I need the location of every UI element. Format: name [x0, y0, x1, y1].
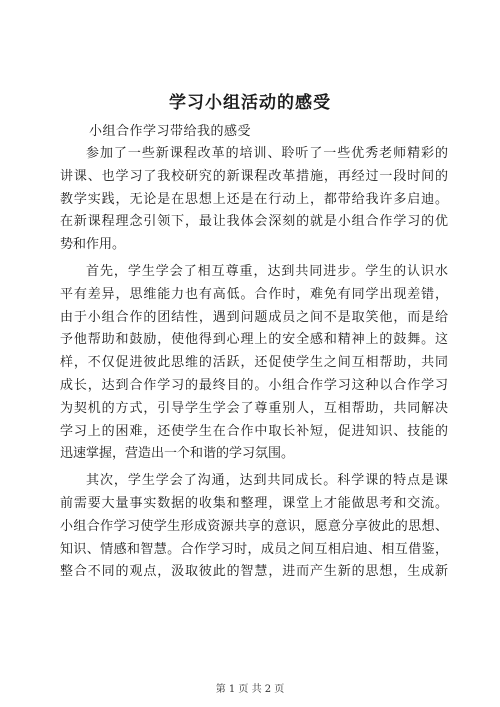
- text-line: 样，不仅促进彼此思维的活跃，还促使学生之间互相帮助，共同: [60, 355, 448, 371]
- text-line: 由于小组合作的团结性，遇到问题成员之间不是取笑他，而是给: [60, 309, 448, 325]
- paragraph-3: [60, 470, 448, 584]
- text-line: 其次，学生学会了沟通，达到共同成长。科学课的特点是课: [86, 473, 448, 489]
- text-line: 知识、情感和智慧。合作学习时，成员之间互相启迪、相互借鉴，: [60, 541, 448, 557]
- text-line: 予他帮助和鼓励，使他得到心理上的安全感和精神上的鼓舞。这: [60, 332, 448, 348]
- text-line: 迅速掌握，营造出一个和谐的学习氛围。: [60, 446, 295, 462]
- paragraph-2: [60, 261, 448, 466]
- page-number: 第 1 页 共 2 页: [215, 684, 285, 695]
- text-line: 整合不同的观点，汲取彼此的智慧，进而产生新的思想，生成新: [60, 564, 448, 580]
- text-line: 首先，学生学会了相互尊重，达到共同进步。学生的认识水: [86, 263, 448, 279]
- document-subtitle: 小组合作学习带给我的感受: [89, 124, 252, 139]
- text-line: 为契机的方式，引导学生学会了尊重别人，互相帮助，共同解决: [60, 400, 448, 416]
- paragraph-1: [60, 143, 448, 257]
- text-line: 学习上的困难，还使学生在合作中取长补短，促进知识、技能的: [60, 423, 448, 439]
- text-line: 前需要大量事实数据的收集和整理，课堂上才能做思考和交流。: [60, 495, 448, 511]
- document-title: 学习小组活动的感受: [169, 93, 331, 113]
- text-line: 小组合作学习使学生形成资源共享的意识，愿意分享彼此的思想、: [60, 518, 448, 534]
- text-line: 教学实践，无论是在思想上还是在行动上，都带给我许多启迪。: [60, 191, 448, 207]
- text-line: 在新课程理念引领下，最让我体会深刻的就是小组合作学习的优: [60, 214, 448, 230]
- document-body: [60, 143, 448, 584]
- text-line: 成长，达到合作学习的最终目的。小组合作学习这种以合作学习: [60, 377, 448, 393]
- text-line: 平有差异，思维能力也有高低。合作时，难免有同学出现差错，: [60, 286, 448, 302]
- text-line: 讲课、也学习了我校研究的新课程改革措施，再经过一段时间的: [60, 168, 448, 184]
- text-line: 参加了一些新课程改革的培训、聆听了一些优秀老师精彩的: [86, 146, 448, 161]
- text-line: 势和作用。: [60, 237, 126, 253]
